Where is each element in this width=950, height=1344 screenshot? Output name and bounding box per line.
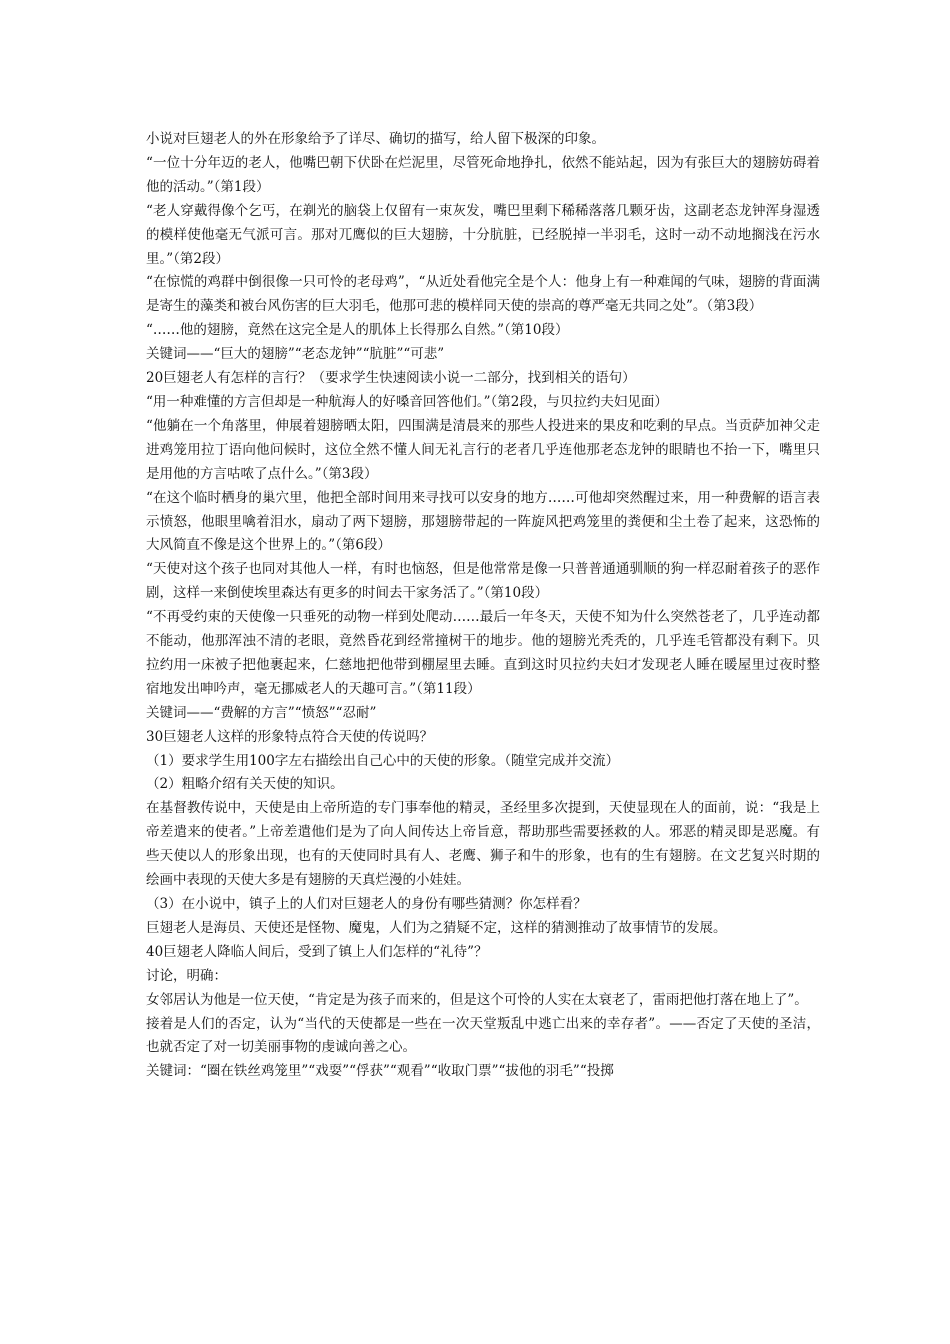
paragraph: “他躺在一个角落里，伸展着翅膀晒太阳，四围满是清晨来的那些人投进来的果皮和吃剩的早点。当贡萨加神父走进鸡笼用拉丁语向他问候时，这位全然不懂人间无礼言行的老者几乎连他那老态龙钟的眼睛也不抬一下，嘴里只是用他的方言咕哝了点什么。”（第3段） [146,417,820,482]
paragraph: 接着是人们的否定，认为“当代的天使都是一些在一次天堂叛乱中逃亡出来的幸存者”。——否定了天使的圣洁，也就否定了对一切美丽事物的虔诚向善之心。 [146,1015,820,1056]
paragraph: 关键词——“费解的方言”“愤怒”“忍耐” [146,704,377,721]
paragraph: 40巨翅老人降临人间后，受到了镇上人们怎样的“礼待”？ [146,943,488,960]
paragraph: 小说对巨翅老人的外在形象给予了详尽、确切的描写，给人留下极深的印象。 [146,131,605,147]
paragraph: “一位十分年迈的老人，他嘴巴朝下伏卧在烂泥里，尽管死命地挣扎，依然不能站起，因为有张巨大的翅膀妨碍着他的活动。”（第1段） [146,154,820,195]
paragraph: 讨论，明确： [146,967,227,984]
paragraph: 在基督教传说中，天使是由上帝所造的专门事奉他的精灵，圣经里多次提到，天使显现在人的面前，说：“我是上帝差遣来的使者。”上帝差遣他们是为了向人间传达上帝旨意，帮助那些需要拯救的人。邪恶的精灵即是恶魔。有些天使以人的形象出现，也有的天使同时具有人、老鹰、狮子和牛的形象，也有的生有翅膀。在文艺复兴时期的绘画中表现的天使大多是有翅膀的天真烂漫的小娃娃。 [146,800,820,889]
paragraph: “老人穿戴得像个乞丐，在剃光的脑袋上仅留有一束灰发，嘴巴里剩下稀稀落落几颗牙齿，这副老态龙钟浑身湿透的模样使他毫无气派可言。那对兀鹰似的巨大翅膀，十分肮脏，已经脱掉一半羽毛，这时一动不动地搁浅在污水里。”（第2段） [146,202,820,267]
paragraph: “天使对这个孩子也同对其他人一样，有时也恼怒，但是他常常是像一只普普通通驯顺的狗一样忍耐着孩子的恶作剧，这样一来倒使埃里森达有更多的时间去干家务活了。”（第10段） [146,561,820,602]
paragraph: 关键词——“巨大的翅膀”“老态龙钟”“肮脏”“可悲” [146,346,445,363]
paragraph: “用一种难懂的方言但却是一种航海人的好嗓音回答他们。”（第2段，与贝拉约夫妇见面） [146,393,668,410]
paragraph: （2）粗略介绍有关天使的知识。 [146,776,344,793]
paragraph: “不再受约束的天使像一只垂死的动物一样到处爬动……最后一年冬天，天使不知为什么突然苍老了，几乎连动都不能动，他那浑浊不清的老眼，竟然昏花到经常撞树干的地步。他的翅膀光秃秃的，几乎连毛管都没有剩下。贝拉约用一床被子把他裹起来，仁慈地把他带到棚屋里去睡。直到这时贝拉约夫妇才发现老人睡在暖屋里过夜时整宿地发出呻吟声，毫无挪威老人的天趣可言。”（第11段） [146,609,820,697]
paragraph: “……他的翅膀，竟然在这完全是人的肌体上长得那么自然。”（第10段） [146,322,569,339]
paragraph: 20巨翅老人有怎样的言行？（要求学生快速阅读小说一二部分，找到相关的语句） [146,370,636,387]
paragraph: “在这个临时栖身的巢穴里，他把全部时间用来寻找可以安身的地方……可他却突然醒过来，用一种费解的语言表示愤怒，他眼里噙着泪水，扇动了两下翅膀，那翅膀带起的一阵旋风把鸡笼里的粪便和尘土卷了起来，这恐怖的大风简直不像是这个世界上的。”（第6段） [146,489,820,554]
paragraph: “在惊慌的鸡群中倒很像一只可怜的老母鸡”，“从近处看他完全是个人：他身上有一种难闻的气味，翅膀的背面满是寄生的藻类和被台风伤害的巨大羽毛，他那可悲的模样同天使的崇高的尊严毫无共同之处”。（第3段） [146,274,820,315]
paragraph: 30巨翅老人这样的形象特点符合天使的传说吗？ [146,728,434,745]
document-page [146,128,820,1084]
paragraph: 巨翅老人是海员、天使还是怪物、魔鬼，人们为之猜疑不定，这样的猜测推动了故事情节的发展。 [146,919,727,936]
paragraph: 女邻居认为他是一位天使，“肯定是为孩子而来的，但是这个可怜的人实在太衰老了，雷雨把他打落在地上了”。 [146,991,808,1008]
paragraph: 关键词：“圈在铁丝鸡笼里”“戏耍”“俘获”“观看”“收取门票”“拔他的羽毛”“投掷 [146,1063,614,1080]
paragraph: （3）在小说中，镇子上的人们对巨翅老人的身份有哪些猜测？你怎样看？ [146,896,587,912]
paragraph: （1）要求学生用100字左右描绘出自己心中的天使的形象。（随堂完成并交流） [146,752,620,769]
